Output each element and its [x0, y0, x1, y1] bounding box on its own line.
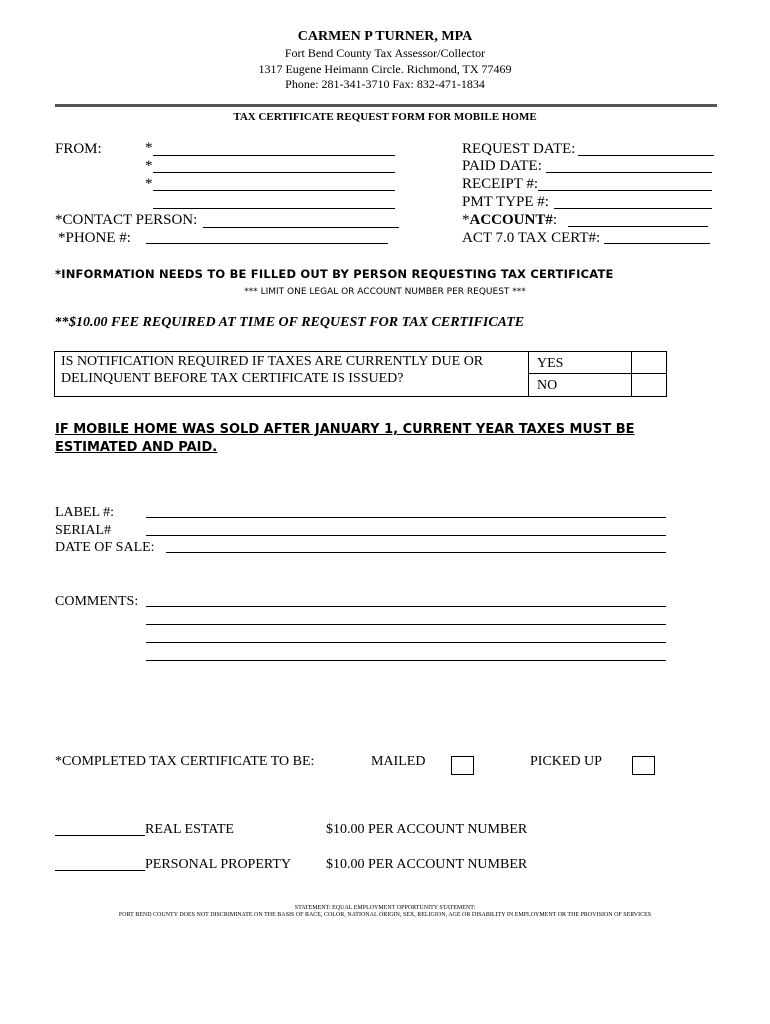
paid-date-label: PAID DATE: — [462, 158, 542, 174]
serial-label: SERIAL# — [55, 523, 111, 538]
phone-field[interactable] — [146, 243, 388, 244]
from-line-2[interactable] — [153, 172, 395, 173]
form-title: TAX CERTIFICATE REQUEST FORM FOR MOBILE HOME — [233, 111, 537, 123]
notification-question-1: IS NOTIFICATION REQUIRED IF TAXES ARE CURRENTLY DUE OR — [61, 354, 484, 369]
contact-person-field[interactable] — [203, 227, 399, 228]
notification-question-2: DELINQUENT BEFORE TAX CERTIFICATE IS ISSUED? — [61, 371, 404, 386]
personal-property-label: PERSONAL PROPERTY — [145, 857, 292, 872]
header-office: Fort Bend County Tax Assessor/Collector — [284, 46, 486, 60]
from-star-3: * — [145, 176, 153, 192]
date-of-sale-label: DATE OF SALE: — [55, 540, 155, 555]
picked-up-checkbox[interactable] — [632, 756, 655, 775]
request-date-field[interactable] — [578, 155, 714, 156]
sold-notice-1: IF MOBILE HOME WAS SOLD AFTER JANUARY 1, CURRENT YEAR TAXES MUST BE — [55, 422, 635, 437]
request-date-label: REQUEST DATE: — [462, 141, 576, 157]
serial-field[interactable] — [146, 535, 666, 536]
header-address: 1317 Eugene Heimann Circle. Richmond, TX 77469 — [258, 62, 512, 76]
comments-label: COMMENTS: — [55, 594, 139, 609]
header-phone: Phone: 281-341-3710 Fax: 832-471-1834 — [285, 77, 485, 91]
personal-property-fee: $10.00 PER ACCOUNT NUMBER — [326, 857, 528, 872]
from-line-3[interactable] — [153, 190, 395, 191]
comments-line-2[interactable] — [146, 624, 666, 625]
header-divider — [55, 104, 717, 107]
real-estate-blank[interactable] — [55, 835, 145, 836]
act-cert-field[interactable] — [604, 243, 710, 244]
from-line-4[interactable] — [153, 208, 395, 209]
from-line-1[interactable] — [153, 155, 395, 156]
account-label — [462, 212, 557, 229]
from-label: FROM: — [55, 141, 102, 157]
label-number-label: LABEL #: — [55, 505, 114, 520]
yes-label: YES — [537, 356, 564, 371]
comments-line-1[interactable] — [146, 606, 666, 607]
date-of-sale-field[interactable] — [166, 552, 666, 553]
fee-notice — [55, 315, 524, 331]
fee-stars: ** — [55, 315, 69, 330]
real-estate-fee: $10.00 PER ACCOUNT NUMBER — [326, 822, 528, 837]
fee-text: $10.00 FEE REQUIRED AT TIME OF REQUEST FOR TAX CERTIFICATE — [69, 315, 525, 330]
comments-line-4[interactable] — [146, 660, 666, 661]
act-cert-label: ACT 7.0 TAX CERT#: — [462, 230, 601, 246]
limit-notice: *** LIMIT ONE LEGAL OR ACCOUNT NUMBER PER REQUEST *** — [244, 287, 526, 297]
from-star-1: * — [145, 140, 153, 156]
header-name: CARMEN P TURNER, MPA — [297, 29, 473, 44]
comments-line-3[interactable] — [146, 642, 666, 643]
mailed-checkbox[interactable] — [451, 756, 474, 775]
receipt-label: RECEIPT #: — [462, 176, 538, 192]
sold-notice-2: ESTIMATED AND PAID. — [55, 440, 218, 455]
no-label: NO — [537, 378, 558, 393]
footer-line-1: STATEMENT: EQUAL EMPLOYMENT OPPORTUNITY STATEMENT: — [294, 905, 476, 911]
account-colon: : — [552, 212, 558, 228]
paid-date-field[interactable] — [546, 172, 712, 173]
picked-up-label: PICKED UP — [530, 754, 602, 769]
mailed-label: MAILED — [371, 754, 426, 769]
contact-person-label: *CONTACT PERSON: — [55, 212, 198, 228]
yes-checkbox[interactable] — [632, 352, 665, 373]
footer-line-2: FORT BEND COUNTY DOES NOT DISCRIMINATE ON THE BASIS OF RACE, COLOR, NATIONAL ORIGIN, SEX, RELIGION, AGE OR DISABILITY IN EMPLOYMENT OR THE PROVISION OF SERVICES — [118, 912, 652, 918]
real-estate-label: REAL ESTATE — [145, 822, 234, 837]
pmt-type-field[interactable] — [554, 208, 712, 209]
from-star-2: * — [145, 158, 153, 174]
personal-property-blank[interactable] — [55, 870, 145, 871]
account-label-text: ACCOUNT# — [469, 212, 553, 228]
info-required-notice: *INFORMATION NEEDS TO BE FILLED OUT BY PERSON REQUESTING TAX CERTIFICATE — [55, 267, 614, 281]
pmt-type-label: PMT TYPE #: — [462, 194, 549, 210]
account-field[interactable] — [568, 226, 708, 227]
receipt-field[interactable] — [538, 190, 712, 191]
delivery-label: *COMPLETED TAX CERTIFICATE TO BE: — [55, 754, 315, 769]
account-star: * — [462, 212, 470, 228]
label-number-field[interactable] — [146, 517, 666, 518]
no-checkbox[interactable] — [632, 374, 665, 395]
phone-label: *PHONE #: — [58, 230, 131, 246]
